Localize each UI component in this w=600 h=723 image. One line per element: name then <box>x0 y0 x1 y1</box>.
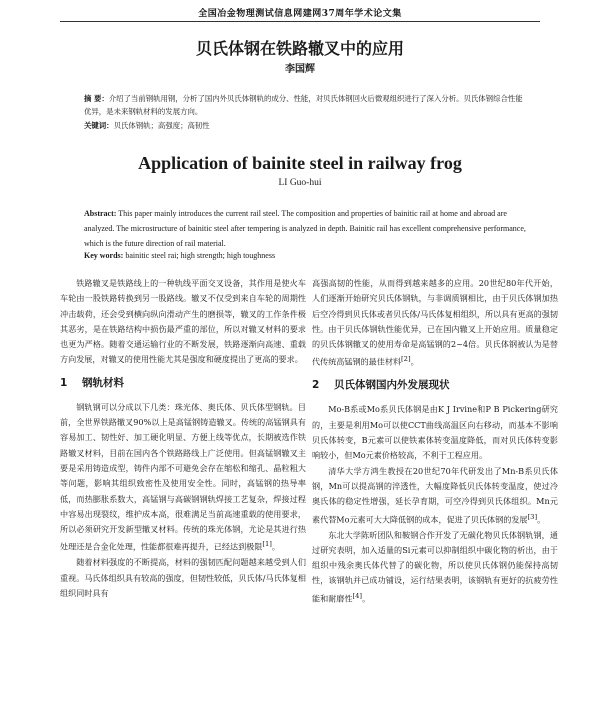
author-cn: 李国辉 <box>285 64 315 75</box>
header-rule <box>60 21 540 22</box>
citation-1: [1] <box>262 540 272 549</box>
section-1-title: 钢轨材料 <box>82 376 124 389</box>
keywords-en-text: bainitic steel rai; high strength; high toughness <box>123 251 276 260</box>
continued-paragraph-text: 高强高韧的性能，从而得到越来越多的应用。20世纪80年代开始，人们逐渐开始研究贝氏体钢轨，与非调质钢相比，由于贝氏体钢加热后空冷得到贝氏体或者贝氏体/马氏体复相组织，所以具有更高的强韧性。由于贝氏体钢轨性能优异，已在国内辙叉上开始应用。质量稳定的贝氏体钢辙叉的使用寿命是高锰钢的2~4倍。贝氏体钢被认为是替代传统高锰钢的最佳材料 <box>312 278 558 368</box>
abstract-cn-text: 介绍了当前钢轨用钢，分析了国内外贝氏体钢轨的成分、性能，对贝氏体钢回火后微观组织进行了深入分析。贝氏体钢综合性能优异，是未来钢轨材料的发展方向。 <box>84 94 523 116</box>
abstract-en <box>84 206 530 251</box>
citation-2: [2] <box>401 355 411 364</box>
section-2-number: 2 <box>312 379 320 392</box>
keywords-cn-label: 关键词： <box>84 121 114 130</box>
abstract-cn-label: 摘 要： <box>84 94 109 103</box>
abstract-en-label: Abstract: <box>84 209 117 218</box>
section-1-paragraph-2: 随着材料强度的不断提高，材料的强韧匹配问题越来越受到人们重视。马氏体组织具有较高的强度，但韧性较低，贝氏体/马氏体复相组织同时具有 <box>60 557 306 599</box>
abstract-cn <box>84 93 530 118</box>
section-2-heading <box>312 370 558 402</box>
section-1-number: 1 <box>60 376 68 389</box>
section-2-paragraph-2: 清华大学方鸿生教授在20世纪70年代研发出了Mn-B系贝氏体钢，Mn可以提高钢的淬透性，大幅度降低贝氏体转变温度，使过冷奥氏体的稳定性增强，延长孕育期，可空冷得到贝氏体组织。Mn元素代替Mo元素可大大降低钢的成本，促进了贝氏体钢的发展[3]。 <box>312 465 558 525</box>
section-1-paragraph-1-text: 钢轨钢可以分成以下几类：珠光体、奥氏体、贝氏体型钢轨。目前，全世界铁路辙叉90%以上是高锰钢铸造辙叉。传统的高锰钢具有容易加工、韧性好、加工硬化明显、方便上线等优点，长期被选作铁路辙叉材料，目前在国内各个铁路路线上广泛使用。但高锰钢辙叉主要是采用铸造成型，铸件内部不可避免会存在缩松和缩孔、晶粒粗大等问题，影响其组织致密性及使用安全性。同时，高锰钢的热导率低，而热膨胀系数大，高锰钢与高碳钢钢轨焊接工艺复杂，焊接过程中容易出现裂纹，维护成本高，很难满足当前高速重载的使用要求，所以必须研究开发新型辙叉材料。传统的珠光体钢，尤论是其进行热处理还是合金化处理，性能都很难再提升，已经达到极限 <box>60 401 306 553</box>
intro-paragraph: 铁路辙叉是铁路线上的一种轨线平面交叉设备，其作用是使火车车轮由一股铁路转换到另一股路线。辙叉不仅受到来自车轮的周期性冲击载荷，还会受到横向纵向滑动产生的磨损等，辙叉的工作条件极其恶劣，是在铁路结构中损伤最严重的部位，所以对辙叉材料的要求也更为严格。随着交通运输行业的不断发展，铁路逐渐向高速、重载方向发展，对辙叉的使用性能尤其是强度和硬度提出了更高的要求。 <box>60 278 306 365</box>
keywords-cn <box>84 120 530 133</box>
paper-title-en: Application of bainite steel in railway frog <box>138 153 462 173</box>
section-1-paragraph-1: 钢轨钢可以分成以下几类：珠光体、奥氏体、贝氏体型钢轨。目前，全世界铁路辙叉90%以上是高锰钢铸造辙叉。传统的高锰钢具有容易加工、韧性好、加工硬化明显、方便上线等优点，长期被选作铁路辙叉材料，目前在国内各个铁路路线上广泛使用。但高锰钢辙叉主要是采用铸造成型，铸件内部不可避免会存在缩松和缩孔、晶粒粗大等问题，影响其组织致密性及使用安全性。同时，高锰钢的热导率低，而热膨胀系数大，高锰钢与高碳钢钢轨焊接工艺复杂，焊接过程中容易出现裂纹，维护成本高，很难满足当前高速重载的使用要求，所以必须研究开发新型辙叉材料。传统的珠光体钢，尤论是其进行热处理还是合金化处理，性能都很难再提升，已经达到极限[1]。 <box>60 401 306 553</box>
section-2-title: 贝氏体钢国内外发展现状 <box>334 379 450 392</box>
keywords-en-label: Key words: <box>84 251 124 260</box>
citation-3: [3] <box>527 512 538 521</box>
keywords-en <box>84 250 530 263</box>
keywords-cn-text: 贝氏体钢轨；高强度；高韧性 <box>113 121 210 130</box>
section-2-paragraph-3-text: 东北大学陈昕团队和鞍钢合作开发了无碳化物贝氏体钢轨钢，通过研究表明，加入适量的Si元素可以抑制组织中碳化物的析出，由于组织中残余奥氏体代替了的碳化物，所以使贝氏体钢仍能保持高韧性，该钢轨并已成功铺设，运行结果表明，该钢轨有更好的抗疲劳性能和耐磨性 <box>312 529 558 604</box>
paper-title-cn: 贝氏体钢在铁路辙叉中的应用 <box>195 39 404 58</box>
section-1-heading <box>60 368 306 400</box>
body-left-column <box>60 276 306 601</box>
section-2-paragraph-1: Mo-B系或Mo系贝氏体钢是由K J Irvine和P B Pickering研究的，主要是利用Mo可以使CCT曲线高温区向右移动，而基本不影响贝氏体转变，B元素可以使铁素体转变温度降低，而对贝氏体转变影响较小，但Mo元素价格较高，不利于工程应用。 <box>312 404 558 461</box>
body-right-column <box>312 276 558 607</box>
citation-4: [4] <box>352 591 363 600</box>
author-en: LI Guo-hui <box>278 178 322 188</box>
running-head: 全国冶金物理测试信息网建网37周年学术论文集 <box>198 9 402 19</box>
continued-paragraph: 高强高韧的性能，从而得到越来越多的应用。20世纪80年代开始，人们逐渐开始研究贝氏体钢轨，与非调质钢相比，由于贝氏体钢加热后空冷得到贝氏体或者贝氏体/马氏体复相组织，所以具有更高的强韧性。由于贝氏体钢轨性能优异，已在国内辙叉上开始应用。质量稳定的贝氏体钢辙叉的使用寿命是高锰钢的2~4倍。贝氏体钢被认为是替代传统高锰钢的最佳材料[2]。 <box>312 278 558 368</box>
abstract-en-text: This paper mainly introduces the current rail steel. The composition and properties of bainitic rail at home and abroad are analyzed. The microstructure of bainitic steel after tempering is analyzed in depth. Bainitic rail has excellent comprehensive performance, which is the future direction of rail material. <box>84 209 526 248</box>
section-2-paragraph-2-text: 清华大学方鸿生教授在20世纪70年代研发出了Mn-B系贝氏体钢，Mn可以提高钢的淬透性，大幅度降低贝氏体转变温度，使过冷奥氏体的稳定性增强，延长孕育期，可空冷得到贝氏体组织。Mn元素代替Mo元素可大大降低钢的成本，促进了贝氏体钢的发展 <box>312 465 558 525</box>
section-2-paragraph-3: 东北大学陈昕团队和鞍钢合作开发了无碳化物贝氏体钢轨钢，通过研究表明，加入适量的Si元素可以抑制组织中碳化物的析出，由于组织中残余奥氏体代替了的碳化物，所以使贝氏体钢仍能保持高韧性，该钢轨并已成功铺设，运行结果表明，该钢轨有更好的抗疲劳性能和耐磨性[4]。 <box>312 529 558 604</box>
